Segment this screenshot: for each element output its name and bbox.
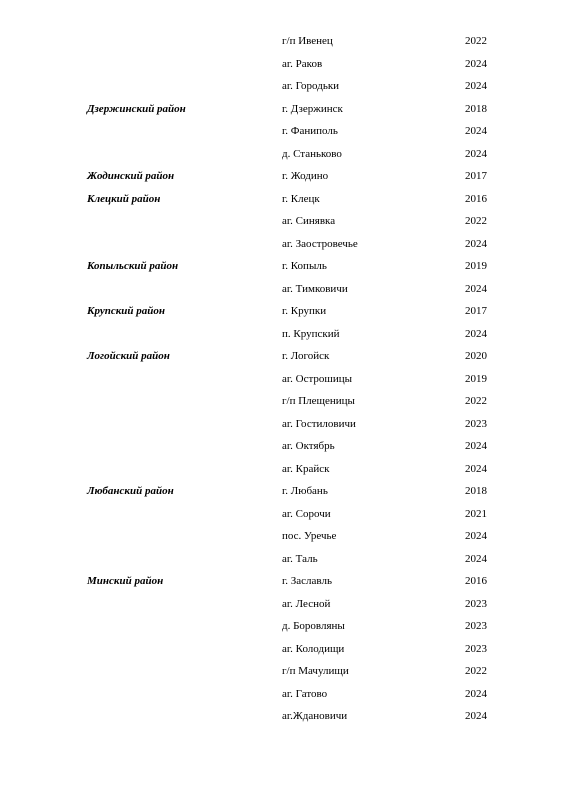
settlement-name: пос. Уречье <box>282 530 337 542</box>
district-name: Дзержинский район <box>87 102 186 115</box>
table-row <box>0 615 566 638</box>
district-name: Копыльский район <box>87 260 179 272</box>
table-row <box>0 705 566 728</box>
year-value: 2024 <box>465 57 487 70</box>
year-value: 2019 <box>465 372 487 385</box>
year-value: 2023 <box>465 620 487 632</box>
settlement-name: аг. Лесной <box>282 597 331 610</box>
table-row <box>0 300 566 323</box>
district-name: Жодинский район <box>87 170 175 182</box>
settlement-name: аг. Сорочи <box>282 507 331 520</box>
year-value: 2016 <box>465 192 487 205</box>
settlement-name: г. Жодино <box>282 170 329 182</box>
year-value: 2017 <box>465 170 487 182</box>
table-row <box>0 75 566 98</box>
table-row <box>0 660 566 683</box>
settlement-name: г. Фаниполь <box>282 125 338 137</box>
settlement-name: аг. Гатово <box>282 687 328 700</box>
year-value: 2024 <box>465 125 487 137</box>
settlement-name: г. Любань <box>282 485 328 497</box>
district-name: Клецкий район <box>87 192 161 205</box>
year-value: 2024 <box>465 282 487 295</box>
year-value: 2017 <box>465 305 487 317</box>
year-value: 2022 <box>465 665 487 677</box>
table-row <box>0 53 566 76</box>
settlement-name: г/п Ивенец <box>282 35 333 47</box>
settlement-name: п. Крупский <box>282 327 340 340</box>
district-table <box>0 30 566 728</box>
table-row <box>0 390 566 413</box>
year-value: 2024 <box>465 80 487 92</box>
year-value: 2018 <box>465 485 487 497</box>
settlement-name: аг. Тимковичи <box>282 282 348 295</box>
year-value: 2024 <box>465 552 487 565</box>
year-value: 2024 <box>465 237 487 250</box>
settlement-name: г/п Мачулищи <box>282 665 349 677</box>
table-row <box>0 638 566 661</box>
settlement-name: аг. Острошицы <box>282 372 353 385</box>
district-name: Минский район <box>87 575 164 587</box>
table-row <box>0 255 566 278</box>
table-row <box>0 345 566 368</box>
year-value: 2022 <box>465 35 487 47</box>
year-value: 2020 <box>465 350 487 362</box>
settlement-name: аг. Заостровечье <box>282 237 358 250</box>
district-name: Логойский район <box>87 350 170 362</box>
settlement-name: г. Заславль <box>282 575 332 587</box>
year-value: 2023 <box>465 597 487 610</box>
table-row <box>0 413 566 436</box>
year-value: 2023 <box>465 417 487 430</box>
year-value: 2021 <box>465 507 487 520</box>
settlement-name: д. Станьково <box>282 147 342 160</box>
settlement-name: аг. Октябрь <box>282 440 335 452</box>
year-value: 2024 <box>465 462 487 475</box>
year-value: 2024 <box>465 687 487 700</box>
table-row <box>0 210 566 233</box>
table-row <box>0 593 566 616</box>
table-row <box>0 503 566 526</box>
year-value: 2024 <box>465 530 487 542</box>
table-row <box>0 570 566 593</box>
table-row <box>0 30 566 53</box>
year-value: 2024 <box>465 710 487 722</box>
table-row <box>0 525 566 548</box>
settlement-name: г. Логойск <box>282 350 330 362</box>
settlement-name: аг. Синявка <box>282 215 336 227</box>
settlement-name: аг. Раков <box>282 57 323 70</box>
settlement-name: г. Крупки <box>282 305 327 317</box>
settlement-name: г. Дзержинск <box>282 102 343 115</box>
year-value: 2023 <box>465 642 487 655</box>
settlement-name: аг. Таль <box>282 552 318 565</box>
table-row <box>0 143 566 166</box>
table-row <box>0 548 566 571</box>
table-row <box>0 435 566 458</box>
settlement-name: г. Копыль <box>282 260 327 272</box>
table-row <box>0 165 566 188</box>
table-row <box>0 458 566 481</box>
settlement-name: аг. Крайск <box>282 462 330 475</box>
table-row <box>0 188 566 211</box>
table-row <box>0 120 566 143</box>
table-row <box>0 683 566 706</box>
settlement-name: г/п Плещеницы <box>282 395 355 407</box>
settlement-name: аг.Ждановичи <box>282 710 348 722</box>
year-value: 2022 <box>465 395 487 407</box>
year-value: 2018 <box>465 102 487 115</box>
settlement-name: аг. Колодищи <box>282 642 345 655</box>
settlement-name: д. Боровляны <box>282 620 345 632</box>
table-row <box>0 480 566 503</box>
year-value: 2019 <box>465 260 487 272</box>
year-value: 2024 <box>465 327 487 340</box>
settlement-name: аг. Гостиловичи <box>282 417 356 430</box>
table-row <box>0 98 566 121</box>
year-value: 2024 <box>465 147 487 160</box>
year-value: 2024 <box>465 440 487 452</box>
table-row <box>0 278 566 301</box>
table-row <box>0 323 566 346</box>
district-name: Крупский район <box>87 305 165 317</box>
settlement-name: г. Клецк <box>282 192 320 205</box>
district-name: Любанский район <box>87 485 174 497</box>
table-row <box>0 368 566 391</box>
settlement-name: аг. Городьки <box>282 80 340 92</box>
table-row <box>0 233 566 256</box>
year-value: 2016 <box>465 575 487 587</box>
year-value: 2022 <box>465 215 487 227</box>
